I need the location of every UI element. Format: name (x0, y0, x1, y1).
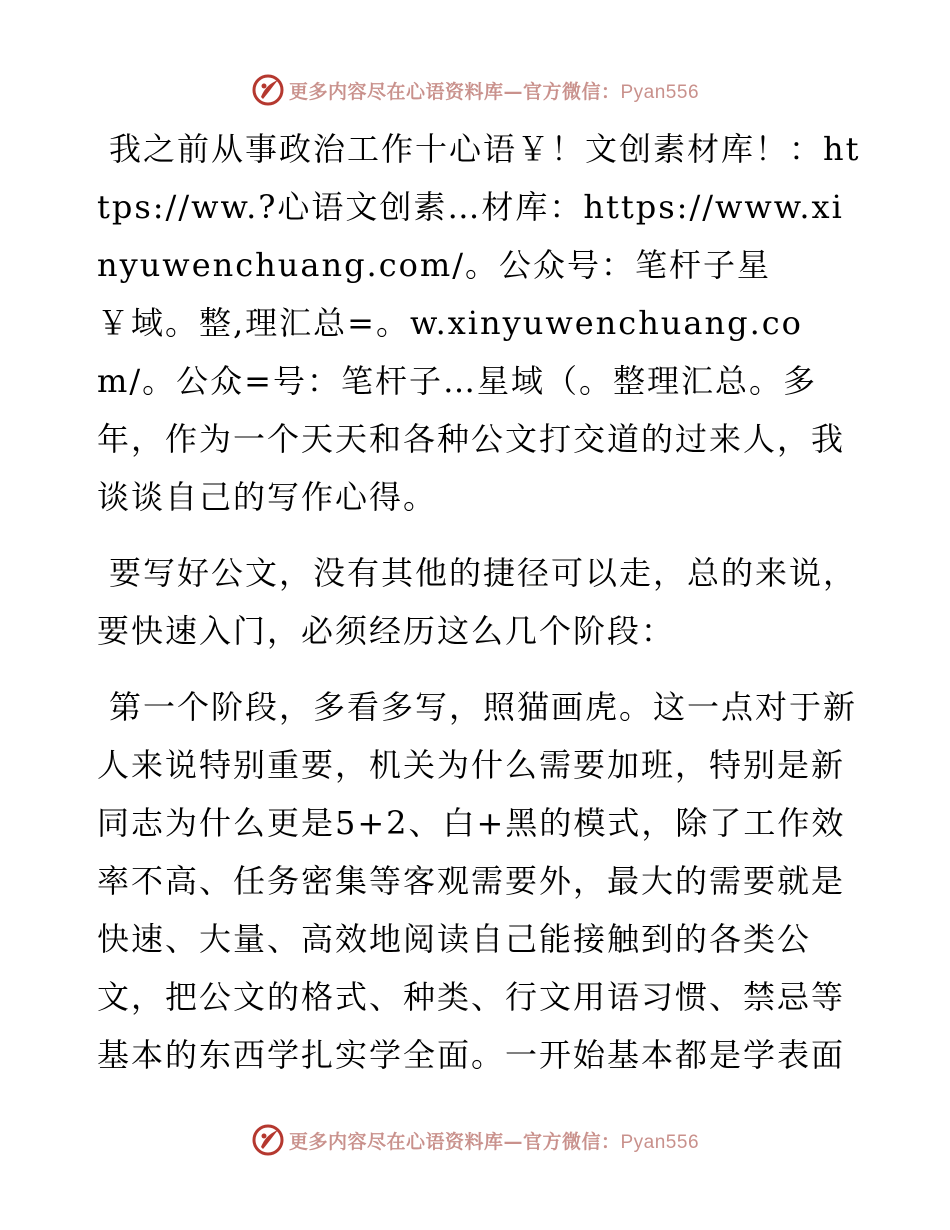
brush-emblem-icon (251, 1123, 285, 1157)
footer-banner (0, 1120, 950, 1160)
header-banner-text (289, 77, 699, 104)
paragraph-intro: 我之前从事政治工作十心语￥！文创素材库！：https://ww.?心语文创素…材库：https://www.xinyuwenchuang.com/。公众号：笔杆子星￥域。整,理汇总=。w.xinyuwenchuang.com/。公众=号：笔杆子…星域（。整理汇总。多年，作为一个天天和各种公文打交道的过来人，我谈谈自己的写作心得。 (97, 130, 861, 516)
paragraph-stage-one: 第一个阶段，多看多写，照猫画虎。这一点对于新人来说特别重要，机关为什么需要加班，特别是新同志为什么更是5+2、白+黑的模式，除了工作效率不高、任务密集等客观需要外，最大的需要就是快速、大量、高效地阅读自己能接触到的各类公文，把公文的格式、种类、行文用语习惯、禁忌等基本的东西学扎实学全面。一开始基本都是学表面 (97, 688, 858, 1074)
footer-banner-label: 更多内容尽在心语资料库—官方微信： (288, 1130, 621, 1153)
document-body (97, 120, 862, 1102)
footer-banner-text (289, 1127, 699, 1154)
header-wechat-id: Pyan556 (620, 81, 700, 103)
header-banner (0, 70, 950, 110)
paragraph-stages: 要写好公文，没有其他的捷径可以走，总的来说，要快速入门，必须经历这么几个阶段： (97, 554, 858, 650)
footer-wechat-id: Pyan556 (620, 1131, 700, 1153)
header-banner-label: 更多内容尽在心语资料库—官方微信： (288, 80, 621, 103)
brush-emblem-icon (251, 73, 285, 107)
